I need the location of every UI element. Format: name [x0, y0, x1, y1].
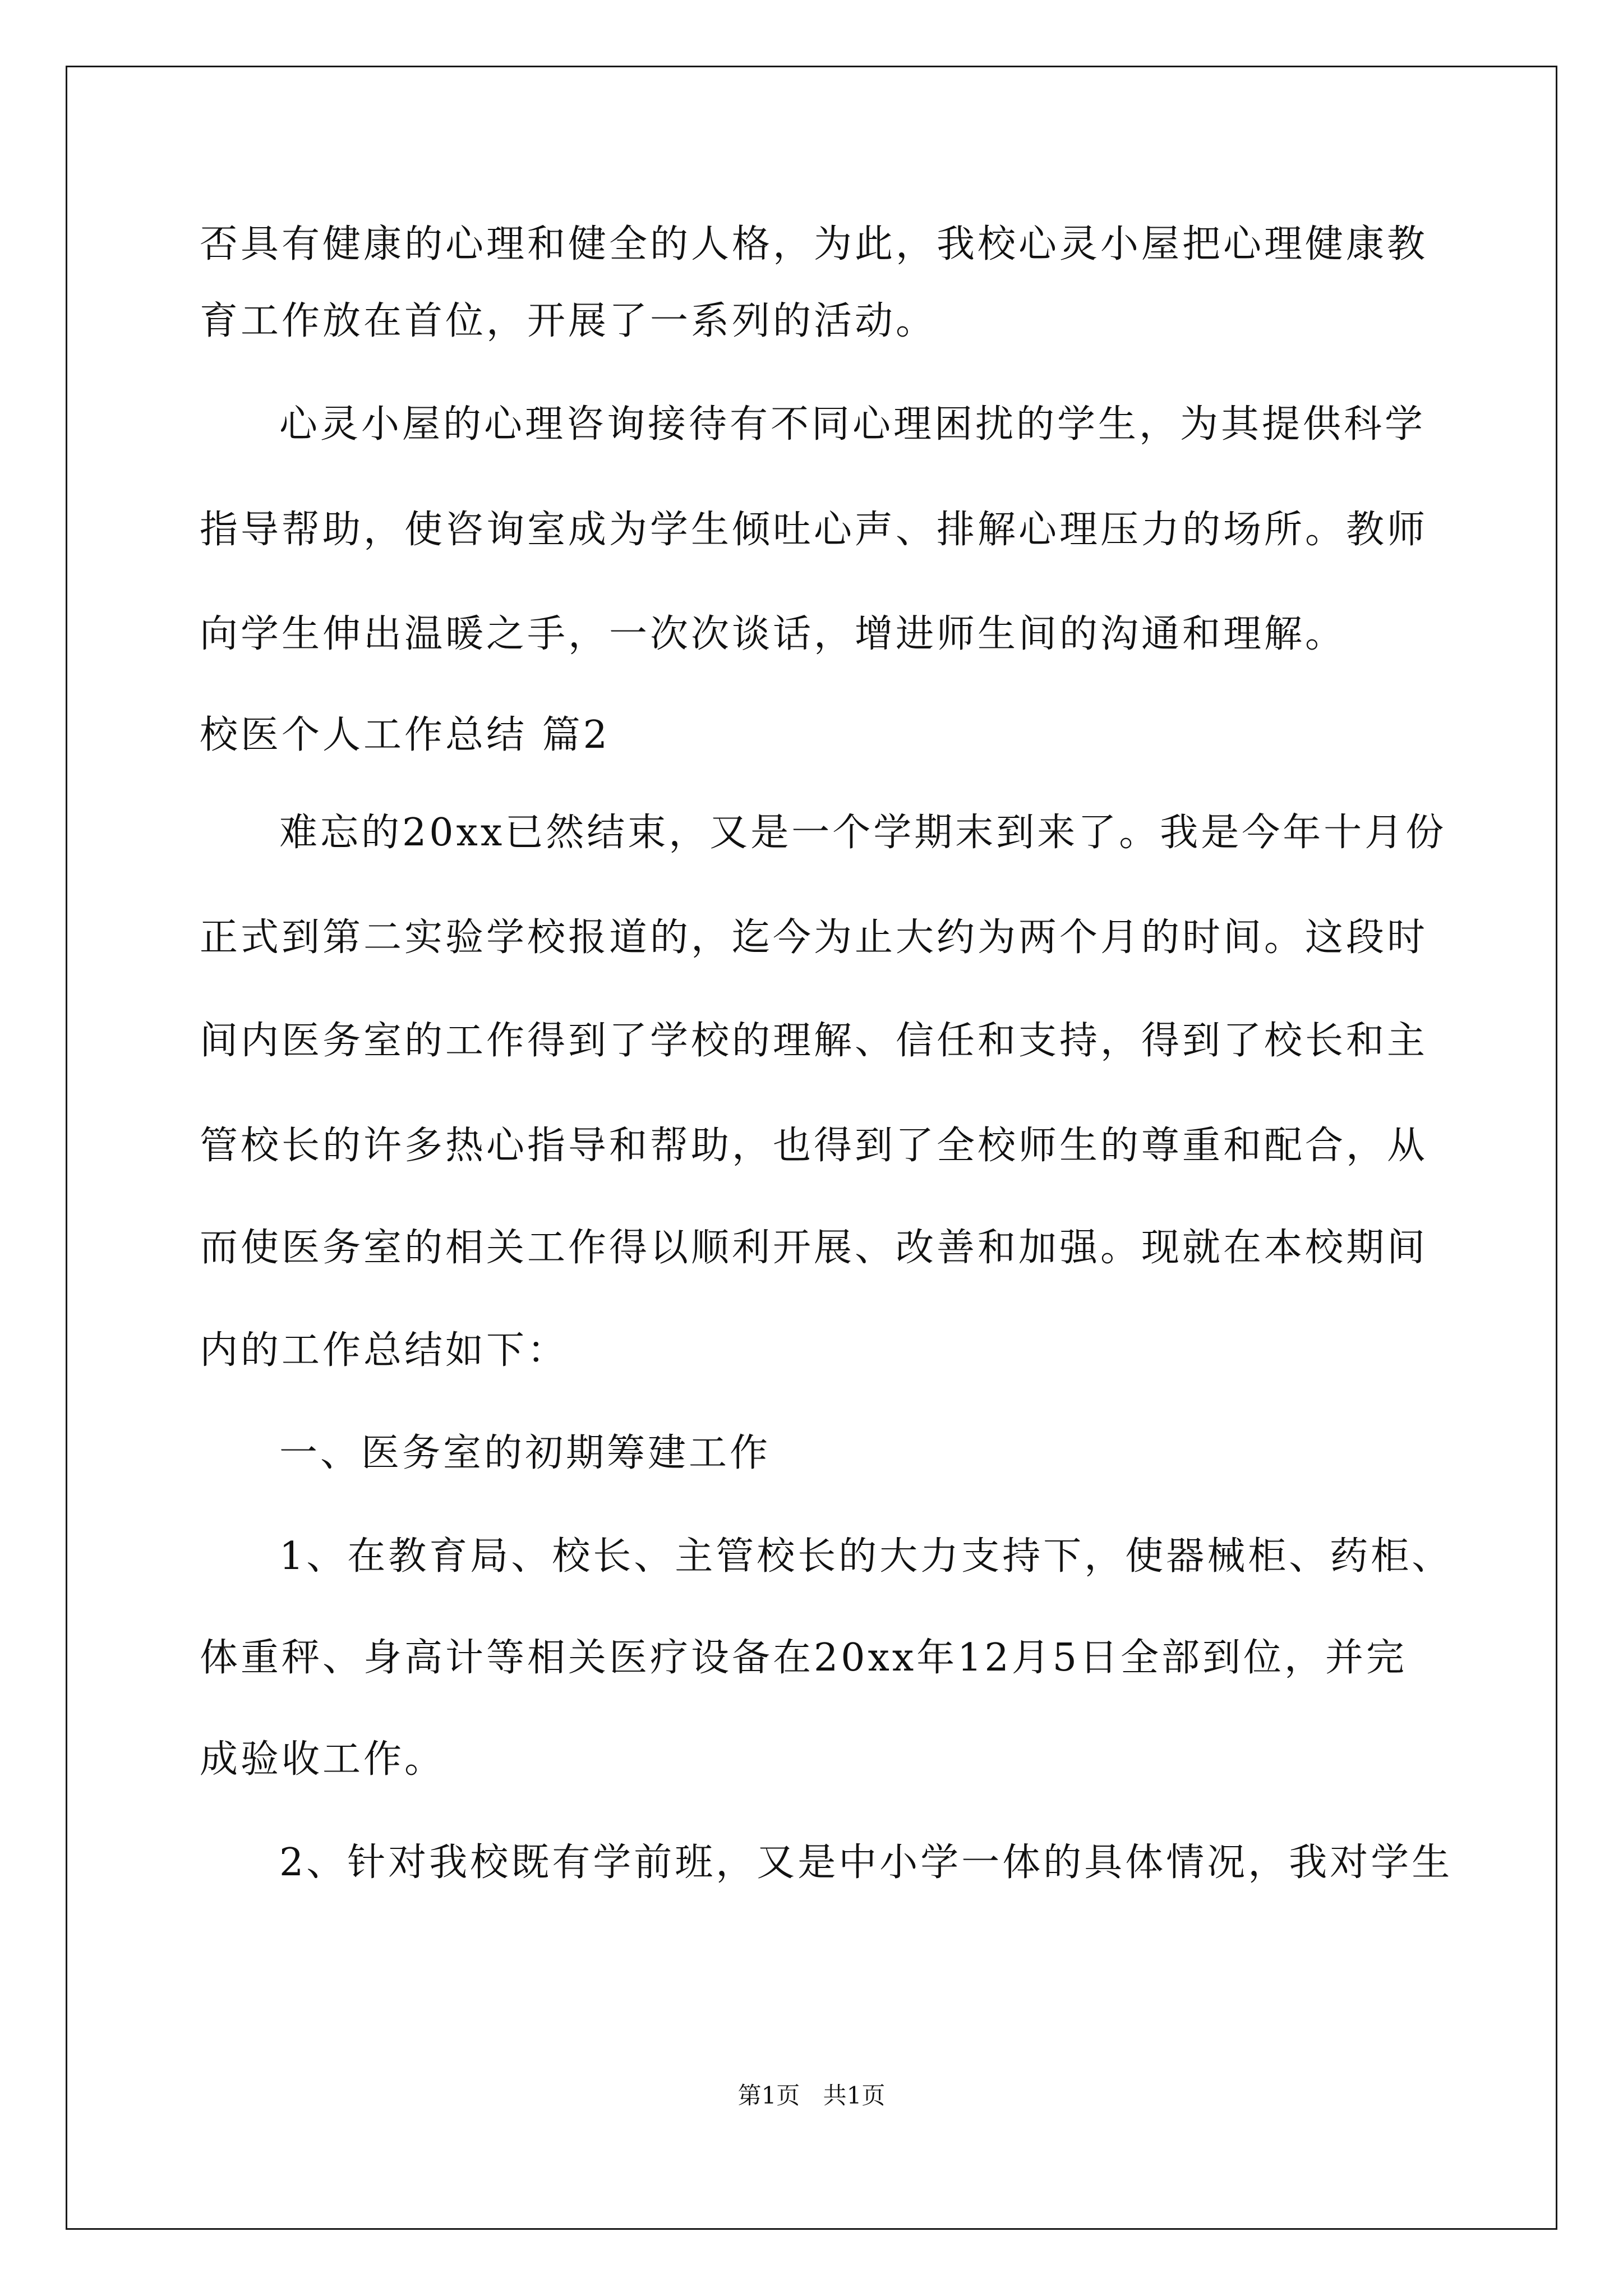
section-heading: 校医个人工作总结 篇2 — [200, 713, 610, 757]
body-text-line: 管校长的许多热心指导和帮助，也得到了全校师生的尊重和配合，从 — [200, 1124, 1428, 1168]
body-text-line: 难忘的20xx已然结束，又是一个学期末到来了。我是今年十月份 — [279, 811, 1447, 855]
body-text-line: 间内医务室的工作得到了学校的理解、信任和支持，得到了校长和主 — [200, 1019, 1428, 1063]
page-number-label: 第1页 — [737, 2082, 800, 2109]
body-text-line: 内的工作总结如下： — [200, 1328, 569, 1373]
body-text-line: 成验收工作。 — [200, 1737, 446, 1782]
body-text-line: 一、医务室的初期筹建工作 — [279, 1431, 771, 1475]
body-text-line: 而使医务室的相关工作得以顺利开展、改善和加强。现就在本校期间 — [200, 1226, 1428, 1270]
body-text-line: 正式到第二实验学校报道的，迄今为止大约为两个月的时间。这段时 — [200, 915, 1428, 960]
body-text-line: 否具有健康的心理和健全的人格，为此，我校心灵小屋把心理健康教 — [200, 222, 1428, 266]
body-text-line: 向学生伸出温暖之手，一次次谈话，增进师生间的沟通和理解。 — [200, 612, 1347, 656]
body-text-line: 指导帮助，使咨询室成为学生倾吐心声、排解心理压力的场所。教师 — [200, 508, 1428, 552]
total-pages-label: 共1页 — [823, 2082, 886, 2109]
page-footer — [0, 2079, 1623, 2113]
body-text-line: 2、针对我校既有学前班，又是中小学一体的具体情况，我对学生 — [279, 1841, 1453, 1885]
body-text-line: 体重秤、身高计等相关医疗设备在20xx年12月5日全部到位，并完 — [200, 1636, 1408, 1680]
body-text-line: 1、在教育局、校长、主管校长的大力支持下，使器械柜、药柜、 — [279, 1534, 1453, 1579]
body-text-line: 育工作放在首位，开展了一系列的活动。 — [200, 299, 937, 343]
body-text-line: 心灵小屋的心理咨询接待有不同心理困扰的学生，为其提供科学 — [279, 402, 1426, 447]
